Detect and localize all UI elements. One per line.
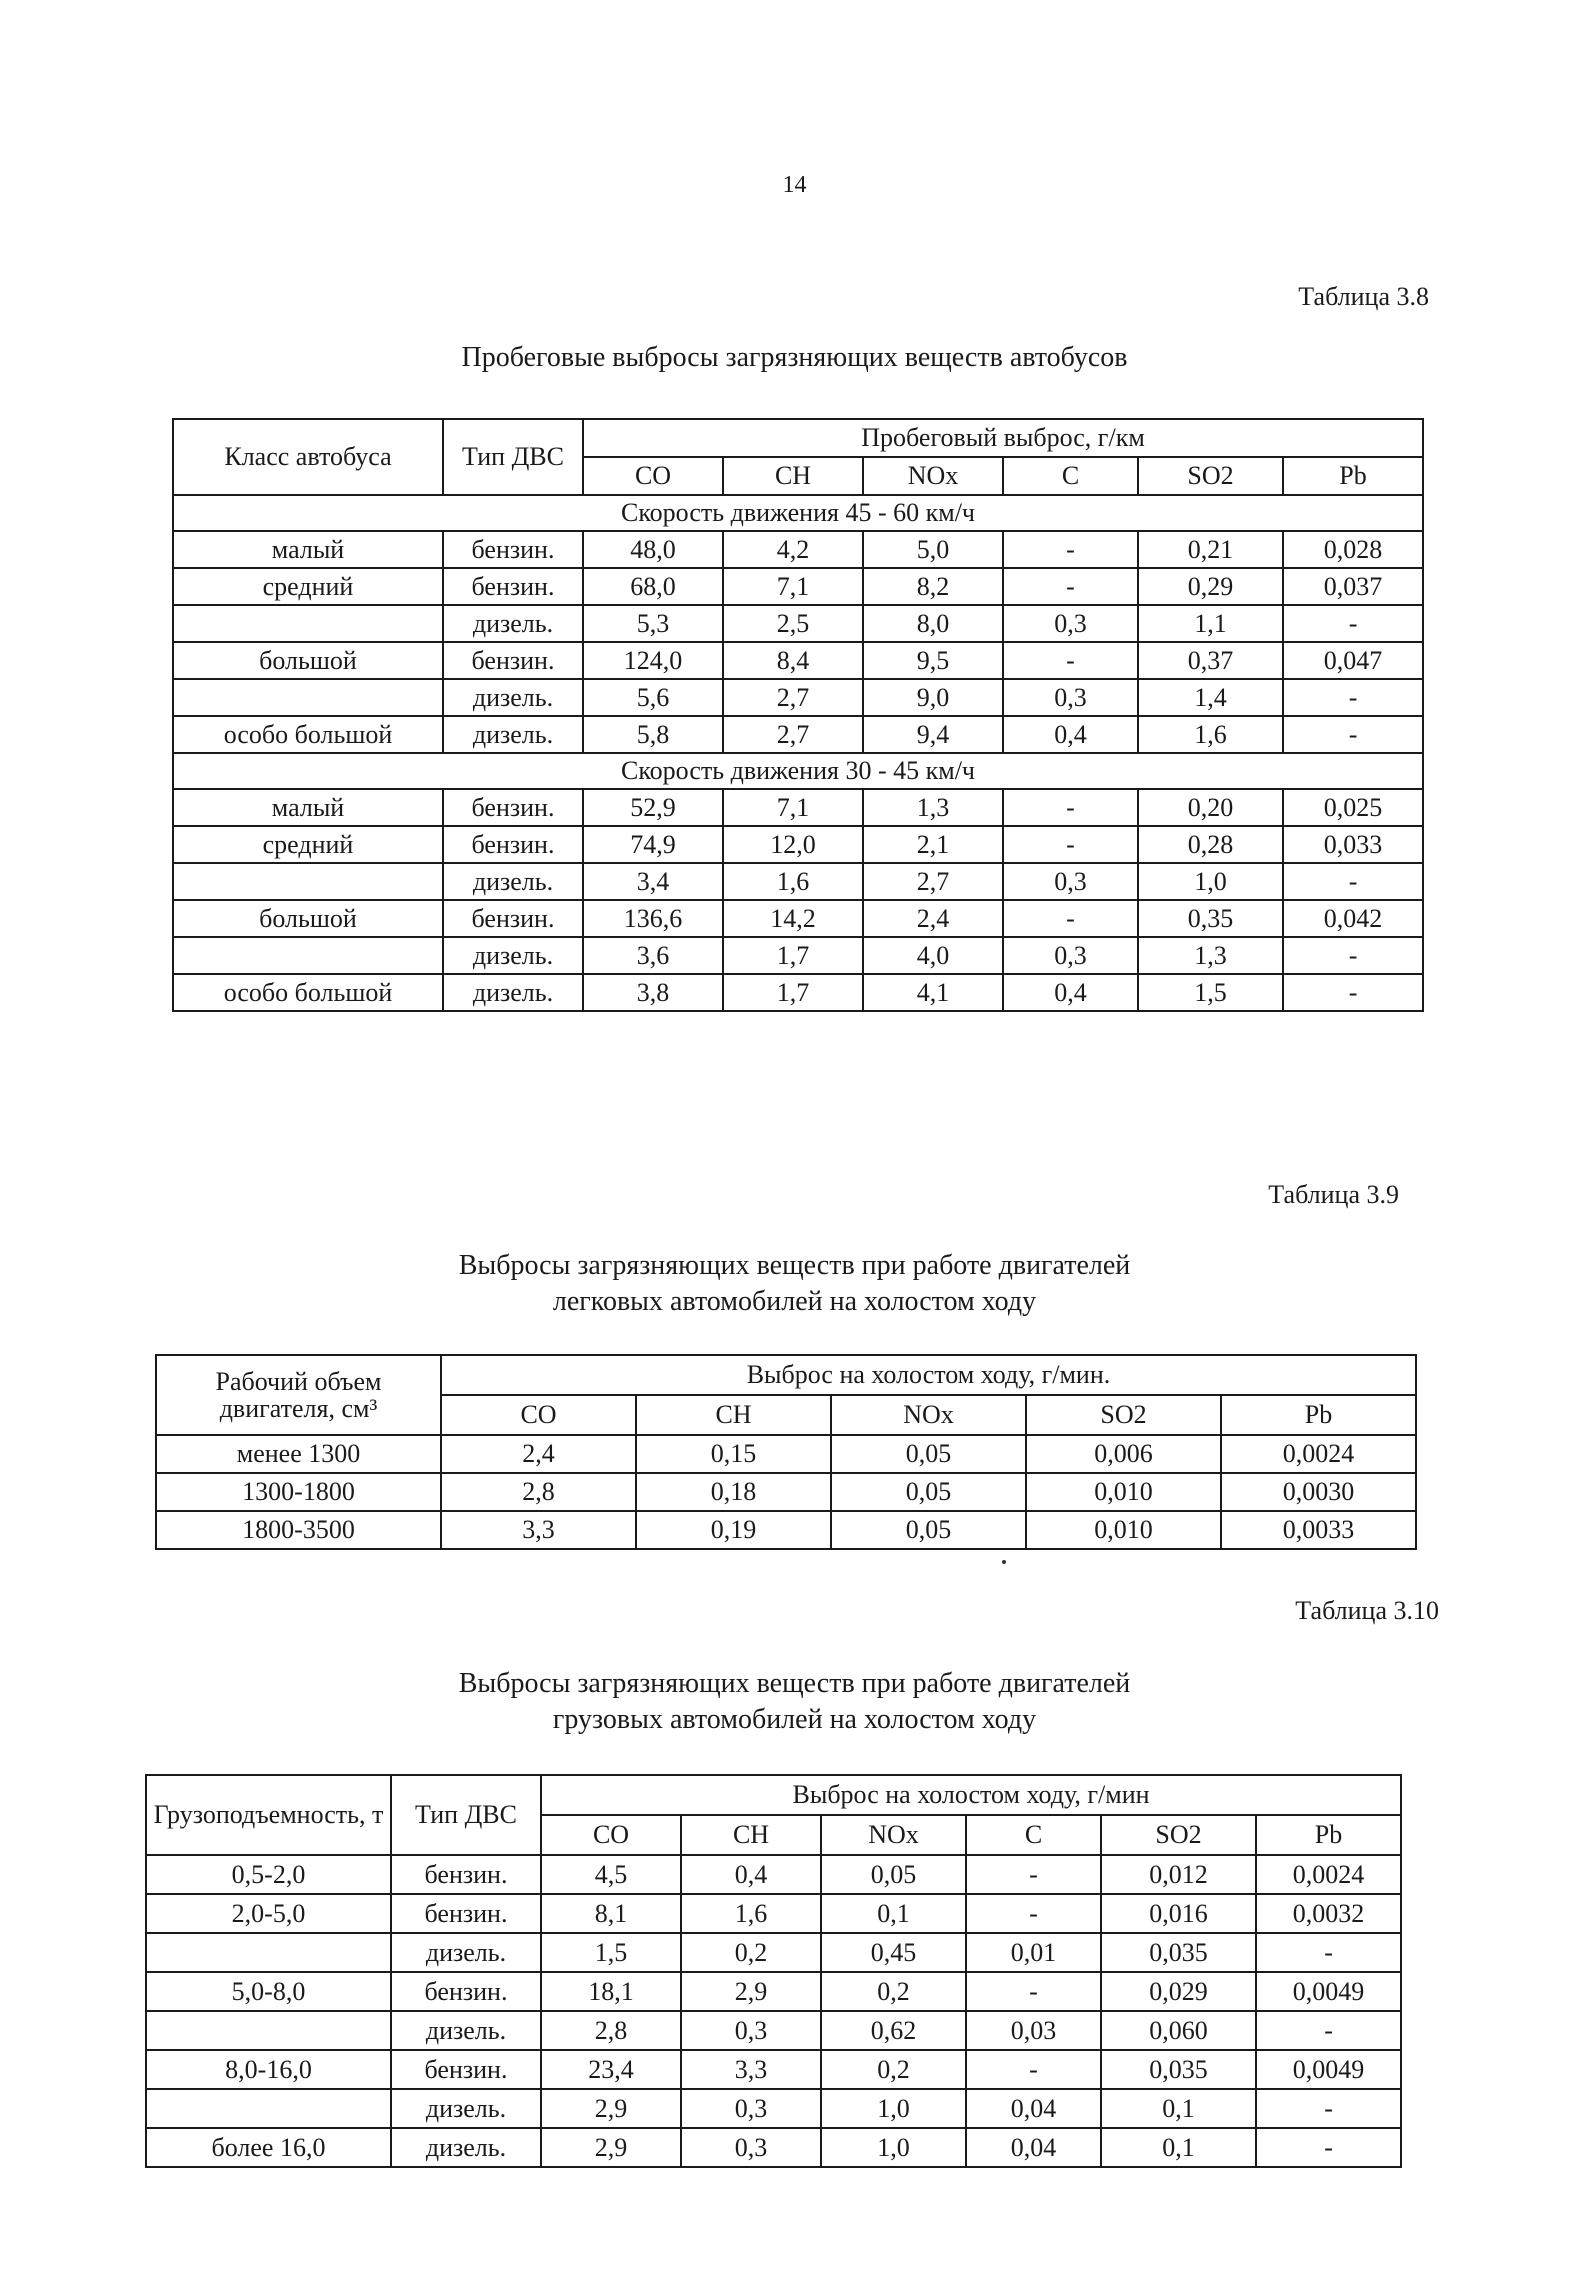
table-cell: 0,3 [681,2089,821,2128]
table-3-10-caption: Таблица 3.10 [1295,1596,1439,1625]
table-cell: 0,01 [966,1933,1101,1972]
row-label-cell: малый [173,531,443,568]
table-cell: 2,7 [723,679,863,716]
table-cell: 124,0 [583,642,723,679]
table-cell: бензин. [391,1855,541,1894]
table-cell: 7,1 [723,568,863,605]
table-row [146,1933,1401,1972]
table-cell: 0,35 [1138,900,1283,937]
table-cell: дизель. [391,2011,541,2050]
table-cell: бензин. [443,642,583,679]
table-cell: 0,3 [1003,605,1138,642]
table-3-9 [155,1354,1417,1550]
table-cell: 3,6 [583,937,723,974]
table-cell: 0,03 [966,2011,1101,2050]
header-idle-emission: Выброс на холостом ходу, г/мин [541,1775,1401,1815]
table-cell: 0,4 [1003,974,1138,1011]
table-cell: 0,4 [1003,716,1138,753]
speed-section-45-60: Скорость движения 45 - 60 км/ч [173,495,1423,531]
table-row [173,863,1423,900]
table-cell: 0,033 [1283,826,1423,863]
table-cell: - [1003,568,1138,605]
table-cell: 5,6 [583,679,723,716]
table-row [156,1511,1416,1549]
row-label-cell: 1300-1800 [156,1473,441,1511]
row-label-cell [173,679,443,716]
table-cell: 0,28 [1138,826,1283,863]
table-cell: - [1256,2128,1401,2167]
table-cell: 4,0 [863,937,1003,974]
header-engine-type: Тип ДВС [443,419,583,495]
table-cell: 0,035 [1101,2050,1256,2089]
table-cell: бензин. [443,531,583,568]
table-cell: 12,0 [723,826,863,863]
page-number: 14 [782,172,807,198]
header-run-emission: Пробеговый выброс, г/км [583,419,1423,457]
table-cell: 4,5 [541,1855,681,1894]
table-cell: 48,0 [583,531,723,568]
table-cell: 0,15 [636,1435,831,1473]
table-cell: 1,6 [1138,716,1283,753]
table-cell: 0,21 [1138,531,1283,568]
table-row [146,2128,1401,2167]
table-cell: 0,025 [1283,789,1423,826]
table-cell: - [1283,937,1423,974]
row-label-cell: средний [173,568,443,605]
row-label-cell: средний [173,826,443,863]
header-co: CO [583,457,723,495]
table-cell: 0,029 [1101,1972,1256,2011]
table-cell: 74,9 [583,826,723,863]
table-cell: 0,37 [1138,642,1283,679]
table-cell: 8,0 [863,605,1003,642]
header-so2: SO2 [1138,457,1283,495]
row-label-cell [146,2089,391,2128]
table-cell: дизель. [443,679,583,716]
table-cell: бензин. [391,1972,541,2011]
table-cell: 1,3 [863,789,1003,826]
table-cell: 1,0 [1138,863,1283,900]
table-cell: 1,7 [723,937,863,974]
table-row [173,826,1423,863]
table-cell: 18,1 [541,1972,681,2011]
table-row [156,1473,1416,1511]
table-3-10 [145,1774,1402,2168]
table-cell: 0,05 [821,1855,966,1894]
table-cell: 0,0049 [1256,2050,1401,2089]
table-cell: 52,9 [583,789,723,826]
table-cell: 0,0024 [1221,1435,1416,1473]
table-row [173,900,1423,937]
speed-section-30-45: Скорость движения 30 - 45 км/ч [173,753,1423,789]
table-cell: - [1283,605,1423,642]
table-cell: 0,4 [681,1855,821,1894]
header-c: C [966,1815,1101,1855]
table-cell: дизель. [391,2089,541,2128]
header-engine-type: Тип ДВС [391,1775,541,1855]
header-ch: CH [636,1395,831,1435]
table-cell: 0,1 [1101,2089,1256,2128]
table-cell: бензин. [443,900,583,937]
table-cell: 8,1 [541,1894,681,1933]
table-cell: бензин. [391,1894,541,1933]
table-3-10-title-line1: Выбросы загрязняющих веществ при работе двигателей [458,1668,1131,1699]
table-3-9-title-line1: Выбросы загрязняющих веществ при работе двигателей [458,1250,1131,1281]
table-cell: 68,0 [583,568,723,605]
row-label-cell: особо большой [173,716,443,753]
table-cell: - [1256,2011,1401,2050]
table-cell: 0,010 [1026,1511,1221,1549]
table-row [146,1894,1401,1933]
header-c: C [1003,457,1138,495]
table-cell: 14,2 [723,900,863,937]
table-cell: 1,4 [1138,679,1283,716]
table-cell: 0,010 [1026,1473,1221,1511]
table-cell: - [966,1972,1101,2011]
table-cell: бензин. [443,826,583,863]
table-cell: 1,6 [723,863,863,900]
table-cell: 0,3 [1003,679,1138,716]
header-engine-volume: Рабочий объем двигателя, см³ [156,1355,441,1435]
table-cell: 0,012 [1101,1855,1256,1894]
table-cell: 0,3 [681,2128,821,2167]
table-cell: 3,3 [441,1511,636,1549]
row-label-cell: 1800-3500 [156,1511,441,1549]
table-cell: - [966,2050,1101,2089]
row-label-cell [173,863,443,900]
table-cell: - [1003,642,1138,679]
table-cell: 2,8 [441,1473,636,1511]
table-cell: 1,6 [681,1894,821,1933]
table-cell: 0,0030 [1221,1473,1416,1511]
table-row [173,568,1423,605]
table-cell: - [966,1855,1101,1894]
table-cell: 0,3 [681,2011,821,2050]
table-cell: дизель. [391,1933,541,1972]
table-cell: 0,047 [1283,642,1423,679]
row-label-cell: 5,0-8,0 [146,1972,391,2011]
table-row [146,1972,1401,2011]
table-cell: 1,3 [1138,937,1283,974]
header-nox: NOx [863,457,1003,495]
table-cell: 3,3 [681,2050,821,2089]
header-class: Класс автобуса [173,419,443,495]
table-cell: 0,037 [1283,568,1423,605]
table-cell: 2,9 [541,2128,681,2167]
table-cell: 0,0033 [1221,1511,1416,1549]
table-cell: 0,060 [1101,2011,1256,2050]
header-pb: Pb [1256,1815,1401,1855]
row-label-cell: 2,0-5,0 [146,1894,391,1933]
row-label-cell [173,605,443,642]
table-cell: 0,05 [831,1435,1026,1473]
table-cell: 0,1 [1101,2128,1256,2167]
table-3-9-title-line2: легковых автомобилей на холостом ходу [552,1286,1037,1317]
table-cell: 0,29 [1138,568,1283,605]
table-cell: 0,2 [821,2050,966,2089]
header-so2: SO2 [1101,1815,1256,1855]
table-cell: 1,5 [541,1933,681,1972]
header-capacity: Грузоподъемность, т [146,1775,391,1855]
table-cell: - [1283,863,1423,900]
table-cell: 0,035 [1101,1933,1256,1972]
table-row [173,974,1423,1011]
table-cell: дизель. [443,863,583,900]
table-cell: 0,04 [966,2128,1101,2167]
table-cell: 5,3 [583,605,723,642]
table-row [173,937,1423,974]
table-3-10-title-line2: грузовых автомобилей на холостом ходу [552,1704,1037,1735]
table-cell: 0,3 [1003,863,1138,900]
table-cell: 4,2 [723,531,863,568]
table-row [173,642,1423,679]
row-label-cell: малый [173,789,443,826]
table-row [173,789,1423,826]
table-cell: 2,4 [441,1435,636,1473]
table-cell: 1,5 [1138,974,1283,1011]
table-cell: 0,042 [1283,900,1423,937]
table-cell: 4,1 [863,974,1003,1011]
table-cell: 2,9 [681,1972,821,2011]
row-label-cell: менее 1300 [156,1435,441,1473]
row-label-cell: более 16,0 [146,2128,391,2167]
table-3-8-caption: Таблица 3.8 [1298,282,1429,311]
table-cell: - [1003,900,1138,937]
row-label-cell: 0,5-2,0 [146,1855,391,1894]
table-cell: - [1256,2089,1401,2128]
row-label-cell: большой [173,900,443,937]
header-co: CO [441,1395,636,1435]
table-cell: 0,006 [1026,1435,1221,1473]
table-cell: 0,0032 [1256,1894,1401,1933]
table-row [146,2050,1401,2089]
table-cell: 23,4 [541,2050,681,2089]
table-cell: 2,9 [541,2089,681,2128]
header-nox: NOx [831,1395,1026,1435]
row-label-cell: особо большой [173,974,443,1011]
table-row [146,1855,1401,1894]
table-cell: бензин. [443,789,583,826]
table-cell: - [1283,974,1423,1011]
row-label-cell: большой [173,642,443,679]
table-cell: 0,3 [1003,937,1138,974]
table-cell: 3,8 [583,974,723,1011]
table-cell: 0,028 [1283,531,1423,568]
row-label-cell [146,1933,391,1972]
table-cell: 136,6 [583,900,723,937]
table-row [146,2089,1401,2128]
table-3-8 [172,418,1424,1012]
table-cell: 1,0 [821,2128,966,2167]
table-row [173,605,1423,642]
table-cell: 8,2 [863,568,1003,605]
table-cell: 1,0 [821,2089,966,2128]
header-ch: CH [723,457,863,495]
header-nox: NOx [821,1815,966,1855]
table-cell: 2,7 [863,863,1003,900]
table-cell: 0,05 [831,1511,1026,1549]
header-ch: CH [681,1815,821,1855]
table-cell: 8,4 [723,642,863,679]
table-cell: 0,0049 [1256,1972,1401,2011]
table-cell: 0,0024 [1256,1855,1401,1894]
table-cell: - [966,1894,1101,1933]
table-cell: 0,20 [1138,789,1283,826]
table-cell: бензин. [443,568,583,605]
table-cell: 2,5 [723,605,863,642]
header-pb: Pb [1221,1395,1416,1435]
table-cell: 9,4 [863,716,1003,753]
table-row [173,679,1423,716]
table-row [173,716,1423,753]
table-cell: 0,19 [636,1511,831,1549]
table-cell: - [1283,679,1423,716]
table-cell: 7,1 [723,789,863,826]
table-cell: 0,2 [821,1972,966,2011]
table-cell: - [1256,1933,1401,1972]
table-cell: 0,45 [821,1933,966,1972]
table-cell: 0,18 [636,1473,831,1511]
table-cell: 0,016 [1101,1894,1256,1933]
table-cell: 0,05 [831,1473,1026,1511]
header-co: CO [541,1815,681,1855]
table-cell: 5,8 [583,716,723,753]
table-cell: - [1003,531,1138,568]
table-cell: 1,7 [723,974,863,1011]
header-so2: SO2 [1026,1395,1221,1435]
table-cell: 3,4 [583,863,723,900]
table-row [173,531,1423,568]
table-cell: - [1003,789,1138,826]
table-cell: дизель. [391,2128,541,2167]
table-cell: 0,04 [966,2089,1101,2128]
table-3-9-caption: Таблица 3.9 [1268,1180,1399,1209]
row-label-cell [173,937,443,974]
table-cell: 0,2 [681,1933,821,1972]
row-label-cell: 8,0-16,0 [146,2050,391,2089]
header-pb: Pb [1283,457,1423,495]
table-cell: бензин. [391,2050,541,2089]
table-row [156,1435,1416,1473]
row-label-cell [146,2011,391,2050]
table-cell: 9,5 [863,642,1003,679]
table-3-8-title: Пробеговые выбросы загрязняющих веществ автобусов [461,342,1128,373]
scan-speck [1002,1560,1006,1564]
table-cell: 2,1 [863,826,1003,863]
table-cell: 1,1 [1138,605,1283,642]
table-cell: 5,0 [863,531,1003,568]
table-cell: 9,0 [863,679,1003,716]
table-cell: 2,7 [723,716,863,753]
table-cell: 2,4 [863,900,1003,937]
table-cell: 0,62 [821,2011,966,2050]
table-cell: дизель. [443,605,583,642]
header-idle-emission: Выброс на холостом ходу, г/мин. [441,1355,1416,1395]
table-cell: дизель. [443,937,583,974]
table-cell: 0,1 [821,1894,966,1933]
table-row [146,2011,1401,2050]
table-cell: дизель. [443,974,583,1011]
table-cell: 2,8 [541,2011,681,2050]
table-cell: - [1003,826,1138,863]
table-cell: дизель. [443,716,583,753]
table-cell: - [1283,716,1423,753]
